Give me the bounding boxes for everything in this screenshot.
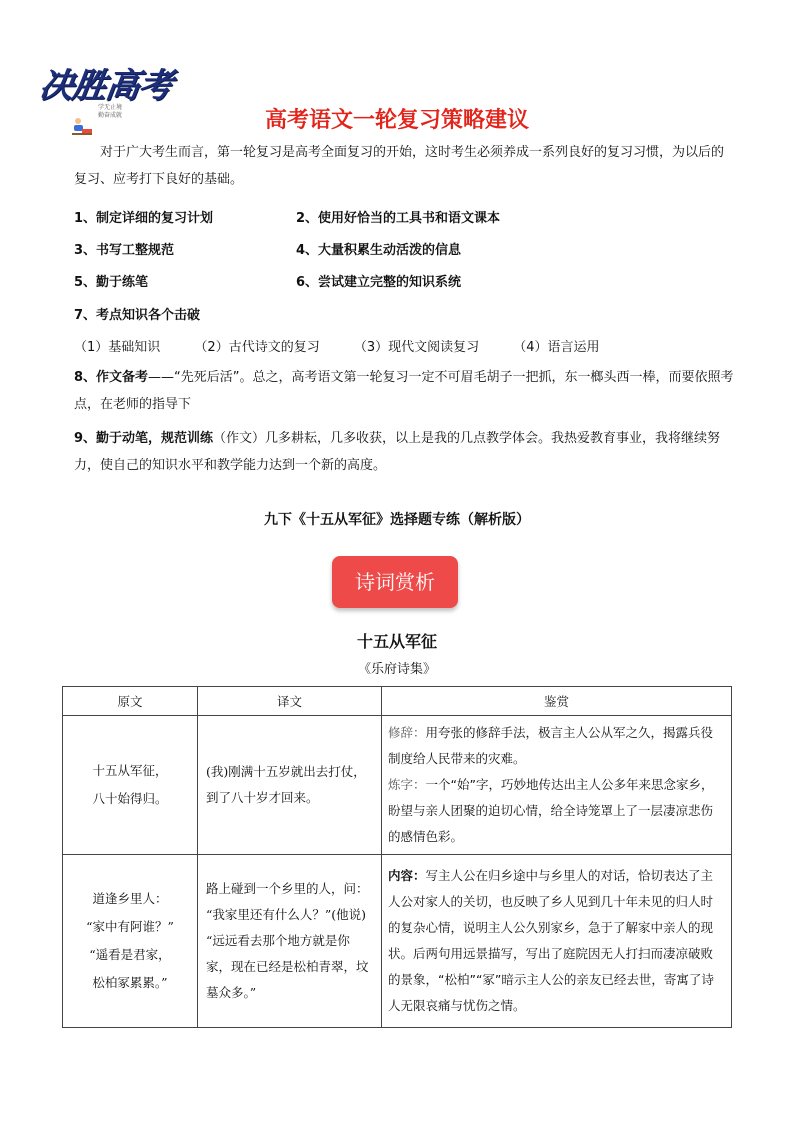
sub-item: （2）古代诗文的复习 (194, 340, 320, 355)
tips-row-3 (74, 271, 462, 290)
section-title: 九下《十五从军征》选择题专练（解析版） (264, 512, 530, 528)
tip-9-text: （作文）几多耕耘，几多收获，以上是我的几点教学体会。我热爱教育事业，我将继续努力，使自己的知识水平和教学能力达到一个新的高度。 (74, 431, 721, 473)
tip-8-paragraph (74, 364, 734, 418)
tip-7: 7、考点知识各个击破 (74, 308, 201, 323)
intro-paragraph: 对于广大考生而言，第一轮复习是高考全面复习的开始，这时考生必须养成一系列良好的复习习惯，为以后的复习、应考打下良好的基础。 (74, 145, 725, 187)
note-label: 内容： (388, 868, 426, 883)
tip-3: 3、书写工整规范 (74, 243, 175, 258)
original-cell: 道逢乡里人： “家中有阿谁？” “遥看是君家， 松柏冢累累。” (63, 855, 198, 1028)
tip-9-paragraph (74, 425, 734, 479)
sub-items (74, 336, 630, 355)
logo-text: 决胜高考 (36, 66, 175, 106)
tip-4: 4、大量积累生动活泼的信息 (296, 243, 462, 258)
header-appreciation: 鉴赏 (382, 687, 732, 716)
appreciation-cell: 修辞：用夸张的修辞手法，极言主人公从军之久，揭露兵役制度给人民带来的灾难。 炼字：一个“始”字，巧妙地传达出主人公多年来思念家乡，盼望与亲人团聚的迫切心情，给全诗笼罩上了一层凄凉悲伤的感情色彩。 (382, 716, 732, 855)
note-label: 炼字： (388, 777, 426, 792)
tips-row-2 (74, 239, 462, 258)
poetry-badge: 诗词赏析 (332, 556, 458, 608)
logo-subtext: 学无止境 勤奋成就 (98, 104, 123, 119)
tip-8-text: ——“先死后活”。总之，高考语文第一轮复习一定不可眉毛胡子一把抓，东一榔头西一棒，而要依照考点，在老师的指导下 (74, 370, 734, 412)
translation-cell: (我)刚满十五岁就出去打仗，到了八十岁才回来。 (198, 716, 382, 855)
tip-5: 5、勤于练笔 (74, 275, 149, 290)
note-label: 修辞： (388, 725, 426, 740)
sub-item: （1）基础知识 (74, 340, 161, 355)
header-translation: 译文 (198, 687, 382, 716)
translation-cell: 路上碰到一个乡里的人，问： “我家里还有什么人？”(他说) “远远看去那个地方就是你家，现在已经是松柏青翠，坟墓众多。” (198, 855, 382, 1028)
sub-item: （4）语言运用 (513, 340, 600, 355)
poem-analysis-table (62, 686, 732, 1028)
tip-6: 6、尝试建立完整的知识系统 (296, 275, 462, 290)
page-title: 高考语文一轮复习策略建议 (264, 108, 529, 133)
tips-row-1 (74, 207, 501, 226)
tip-2: 2、使用好恰当的工具书和语文课本 (296, 211, 501, 226)
tip-1: 1、制定详细的复习计划 (74, 211, 214, 226)
table-row (63, 855, 732, 1028)
sub-item: （3）现代文阅读复习 (353, 340, 480, 355)
poem-source: 《乐府诗集》 (357, 662, 436, 677)
tip-8-label: 8、作文备考 (74, 370, 149, 385)
header-original: 原文 (63, 687, 198, 716)
tip-9-label: 9、勤于动笔，规范训练 (74, 431, 214, 446)
poem-title: 十五从军征 (356, 632, 437, 651)
table-header-row (63, 687, 732, 716)
table-row (63, 716, 732, 855)
appreciation-cell: 内容：写主人公在归乡途中与乡里人的对话，恰切表达了主人公对家人的关切，也反映了乡人见到几十年未见的归人时的复杂心情，说明主人公久别家乡，急于了解家中亲人的现状。后两句用远景描写，写出了庭院因无人打扫而凄凉破败的景象，“松柏”“冢”暗示主人公的亲友已经去世，寄寓了诗人无限哀痛与忧伤之情。 (382, 855, 732, 1028)
original-cell: 十五从军征， 八十始得归。 (63, 716, 198, 855)
